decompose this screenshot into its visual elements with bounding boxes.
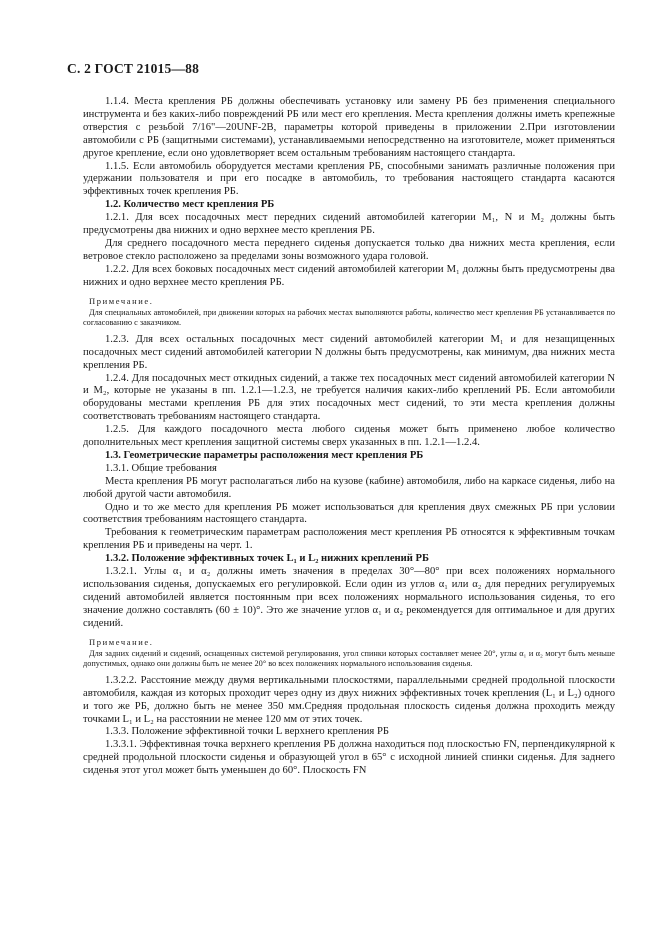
note-title: Примечание. — [89, 295, 154, 306]
page-header: С. 2 ГОСТ 21015—88 — [67, 61, 200, 76]
section-heading: 1.3.2. Положение эффективных точек L₁ и L₂ нижних креплений РБ — [105, 553, 429, 565]
paragraph: 1.1.4. Места крепления РБ должны обеспечивать установку или замену РБ без применения специального инструмента и без каких-либо повреждений РБ или мест его крепления. Места крепления должны иметь крепежные отверстия с резьбой 7/16"—20UNF-2B, параметры которой приведены в приложении 2.При изготовлении автомобили с РБ (защитными системами), устанавливаемыми непосредственно на изготовителе, может применяться другое крепление, если оно удовлетворяет всем остальным требованиям настоящего стандарта. — [83, 96, 615, 159]
paragraph: Требования к геометрическим параметрам расположения мест крепления РБ относятся к эффективным точкам крепления РБ и приведены на черт. 1. — [83, 527, 615, 552]
paragraph: Места крепления РБ могут располагаться либо на кузове (кабине) автомобиля, либо на каркасе сиденья, либо на любой другой части автомобиля. — [83, 475, 615, 500]
paragraph: 1.3.2.1. Углы α₁ и α₂ должны иметь значения в пределах 30°—80° при всех положениях нормального использования сиденья, допускаемых его регулировкой. Если один из углов α₁ или α₂ для передних регулируемых сидений автомобилей является постоянным при всех положениях нормального использования сиденья, то его значение должно составлять (60 ± 10)°. Это же значение углов α₁ и α₂ рекомендуется для оптимальное и для других сидений. — [83, 566, 615, 629]
paragraph: 1.3.3.1. Эффективная точка верхнего крепления РБ должна находиться под плоскостью FN, перпендикулярной к средней продольной плоскости сиденья и образующей угол в 65° с исходной линией спинки сиденья. Для заднего сиденья этот угол может быть уменьшен до 60°. Плоскость FN — [83, 739, 615, 777]
note-text: Для специальных автомобилей, при движении которых на рабочих местах выполняются работы, количество мест крепления РБ устанавливается по согласованию с заказчиком. — [83, 307, 615, 328]
paragraph: 1.2.4. Для посадочных мест откидных сидений, а также тех посадочных мест сидений автомобилей категории N и M₂, которые не указаны в пп. 1.2.1—1.2.3, не требуется наличия каких-либо креплений РБ. Если автомобили оборудованы местами крепления РБ для этих посадочных мест сидений, то эти места крепления должны соответствовать требованиям настоящего стандарта. — [83, 372, 615, 423]
paragraph: Одно и то же место для крепления РБ может использоваться для крепления двух смежных РБ при условии соответствия требованиям настоящего стандарта. — [83, 501, 615, 526]
note-title: Примечание. — [89, 636, 154, 647]
subsection-title: 1.3.1. Общие требования — [105, 462, 217, 474]
paragraph: 1.3.2.2. Расстояние между двумя вертикальными плоскостями, параллельными средней продольной плоскости автомобиля, каждая из которых проходит через одну из двух нижних эффективных точек крепления (L₁ и L₂) одного и того же РБ, должно быть не менее 350 мм.Средняя продольная плоскость сиденья должна проходить между точками L₁ и L₂ на расстоянии не менее 120 мм от этих точек. — [83, 674, 615, 725]
paragraph: 1.1.5. Если автомобиль оборудуется местами крепления РБ, способными занимать различные положения при удержании пользователя и при его посадке в автомобиль, то требования настоящего стандарта касаются эффективных точек крепления РБ. — [83, 160, 615, 198]
document-body — [83, 96, 615, 778]
subsection-title: 1.3.3. Положение эффективной точки L верхнего крепления РБ — [105, 726, 389, 738]
paragraph: 1.2.2. Для всех боковых посадочных мест сидений автомобилей категории M₁ должны быть предусмотрены два нижних и одно верхнее место крепления РБ. — [83, 263, 615, 288]
paragraph: 1.2.1. Для всех посадочных мест передних сидений автомобилей категории M₁, N и M₂ должны быть предусмотрены два нижних и одно верхнее место крепления РБ. — [83, 212, 615, 237]
paragraph: Для среднего посадочного места переднего сиденья допускается только два нижних места крепления, если ветровое стекло расположено за пределами зоны возможного удара головой. — [83, 237, 615, 262]
note-text: Для задних сидений и сидений, оснащенных системой регулирования, угол спинки которых составляет менее 20°, углы α₁ и α₂ могут быть меньше допустимых, однако они должны быть не менее 20° во всех положениях нормального использования сиденья. — [83, 648, 615, 669]
section-heading: 1.2. Количество мест крепления РБ — [105, 199, 275, 211]
section-heading: 1.3. Геометрические параметры расположения мест крепления РБ — [105, 449, 424, 461]
paragraph: 1.2.3. Для всех остальных посадочных мест сидений автомобилей категории M₁ и для незащищенных посадочных мест сидений автомобилей категории N должны быть предусмотрены, как минимум, два нижних места крепления РБ. — [83, 333, 615, 371]
paragraph: 1.2.5. Для каждого посадочного места любого сиденья может быть применено любое количество дополнительных мест крепления защитной системы сверх указанных в пп. 1.2.1—1.2.4. — [83, 424, 615, 449]
